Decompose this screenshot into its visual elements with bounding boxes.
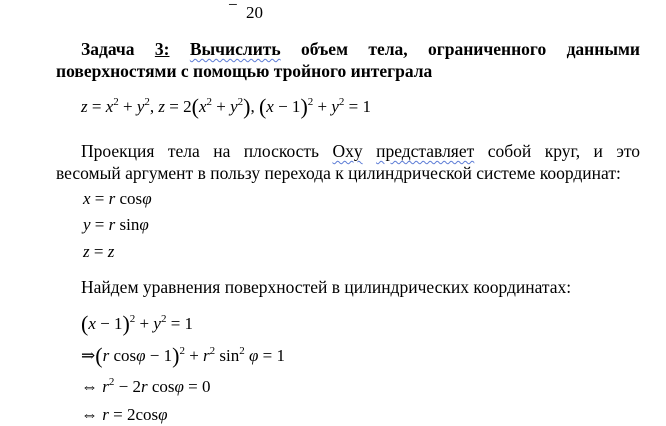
derivation-step4: ⇔ r = 2cosφ xyxy=(81,405,168,424)
projection-end: собой круг, и это xyxy=(487,141,641,161)
find-text: Найдем уравнения поверхностей в цилиндрических координатах: xyxy=(81,277,572,297)
task-heading-line2: поверхностями с помощью тройного интеграла xyxy=(56,61,433,81)
word-represents: представляет xyxy=(376,141,475,161)
plane-name: Oxy xyxy=(332,141,363,161)
derivation-step3: ⇔ $r^2 - 2r$ cosφ = 0 xyxy=(81,376,211,396)
projection-start: Проекция тела на плоскость xyxy=(81,141,320,161)
projection-line2: весомый аргумент в пользу перехода к цилиндрической системе координат: xyxy=(56,163,621,183)
task-heading-line1 xyxy=(81,38,640,60)
task-rest: объем тела, ограниченного данными xyxy=(301,39,641,59)
task-verb: Вычислить xyxy=(189,39,281,59)
fraction-denominator: 20 xyxy=(246,3,263,22)
derivation-step2: ⇒(r $\cos\varphi - 1)^2 + r^2$ $\sin^2 \varphi = 1$ xyxy=(81,343,286,368)
derivation-step1: $(x - 1)^2 + y^2 = 1$ xyxy=(81,311,194,336)
cyl-x: x = r cosφ xyxy=(83,189,152,208)
main-equation: $z = x^2 + y^2$, $z = 2(x^2 + y^2)$, $(x - 1)^2 + y^2 = 1$ xyxy=(81,94,371,119)
projection-line1 xyxy=(81,140,640,162)
task-number: 3: xyxy=(154,39,170,59)
top-fraction xyxy=(228,0,268,24)
cyl-y: y = r sinφ xyxy=(83,215,149,234)
cyl-z: z = z xyxy=(83,242,115,261)
minus-sign: − xyxy=(228,0,238,14)
task-label: Задача xyxy=(81,39,135,59)
